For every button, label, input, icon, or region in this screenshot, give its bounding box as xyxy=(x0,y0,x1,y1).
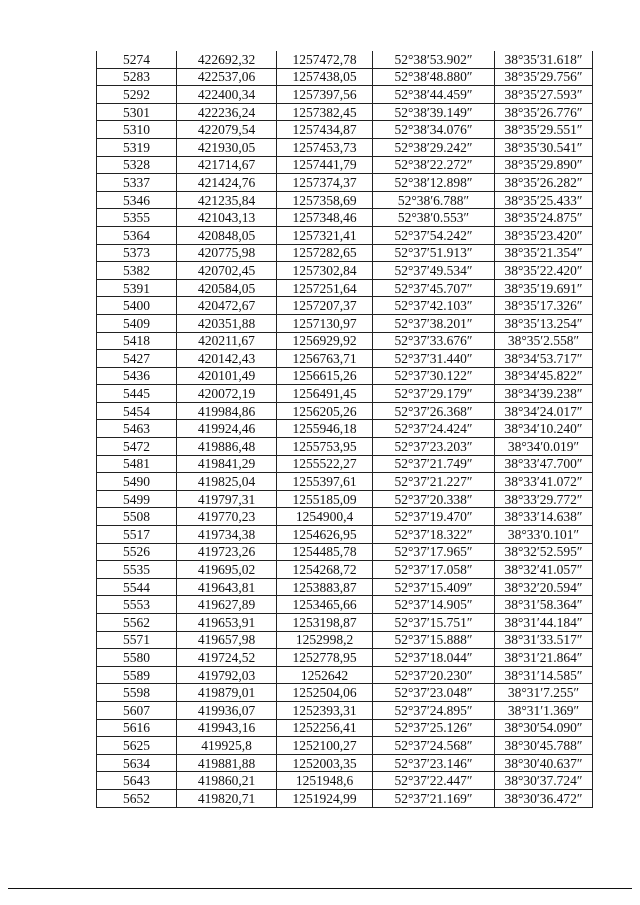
point-number-cell: 5436 xyxy=(97,367,177,385)
longitude-cell: 38°30′54.090″ xyxy=(495,719,593,737)
y-coordinate-cell: 1257441,79 xyxy=(277,156,373,174)
latitude-cell: 52°37′49.534″ xyxy=(373,262,495,280)
table-row xyxy=(97,719,593,737)
point-number-cell: 5319 xyxy=(97,138,177,156)
latitude-cell: 52°38′53.902″ xyxy=(373,51,495,68)
point-number-cell: 5283 xyxy=(97,68,177,86)
x-coordinate-cell: 420584,05 xyxy=(177,279,277,297)
longitude-cell: 38°35′2.558″ xyxy=(495,332,593,350)
table-row xyxy=(97,578,593,596)
table-row xyxy=(97,526,593,544)
latitude-cell: 52°37′33.676″ xyxy=(373,332,495,350)
x-coordinate-cell: 420702,45 xyxy=(177,262,277,280)
table-row xyxy=(97,596,593,614)
longitude-cell: 38°35′26.776″ xyxy=(495,103,593,121)
table-row xyxy=(97,649,593,667)
table-row xyxy=(97,226,593,244)
x-coordinate-cell: 419724,52 xyxy=(177,649,277,667)
table-row xyxy=(97,297,593,315)
y-coordinate-cell: 1257453,73 xyxy=(277,138,373,156)
longitude-cell: 38°30′37.724″ xyxy=(495,772,593,790)
longitude-cell: 38°35′27.593″ xyxy=(495,86,593,104)
x-coordinate-cell: 420072,19 xyxy=(177,385,277,403)
y-coordinate-cell: 1257434,87 xyxy=(277,121,373,139)
table-row xyxy=(97,385,593,403)
y-coordinate-cell: 1251948,6 xyxy=(277,772,373,790)
longitude-cell: 38°30′36.472″ xyxy=(495,789,593,807)
table-row xyxy=(97,350,593,368)
y-coordinate-cell: 1257251,64 xyxy=(277,279,373,297)
coordinates-table xyxy=(96,51,593,808)
x-coordinate-cell: 419879,01 xyxy=(177,684,277,702)
page-bottom-rule xyxy=(8,888,632,889)
latitude-cell: 52°37′23.203″ xyxy=(373,438,495,456)
table-row xyxy=(97,174,593,192)
latitude-cell: 52°37′18.044″ xyxy=(373,649,495,667)
latitude-cell: 52°38′22.272″ xyxy=(373,156,495,174)
point-number-cell: 5535 xyxy=(97,561,177,579)
longitude-cell: 38°33′14.638″ xyxy=(495,508,593,526)
x-coordinate-cell: 419695,02 xyxy=(177,561,277,579)
latitude-cell: 52°37′51.913″ xyxy=(373,244,495,262)
longitude-cell: 38°30′40.637″ xyxy=(495,754,593,772)
latitude-cell: 52°37′25.126″ xyxy=(373,719,495,737)
longitude-cell: 38°35′21.354″ xyxy=(495,244,593,262)
latitude-cell: 52°37′45.707″ xyxy=(373,279,495,297)
x-coordinate-cell: 420101,49 xyxy=(177,367,277,385)
y-coordinate-cell: 1255522,27 xyxy=(277,455,373,473)
x-coordinate-cell: 421424,76 xyxy=(177,174,277,192)
y-coordinate-cell: 1252642 xyxy=(277,666,373,684)
point-number-cell: 5607 xyxy=(97,701,177,719)
longitude-cell: 38°31′21.864″ xyxy=(495,649,593,667)
x-coordinate-cell: 420211,67 xyxy=(177,332,277,350)
point-number-cell: 5616 xyxy=(97,719,177,737)
longitude-cell: 38°35′19.691″ xyxy=(495,279,593,297)
point-number-cell: 5580 xyxy=(97,649,177,667)
latitude-cell: 52°37′42.103″ xyxy=(373,297,495,315)
point-number-cell: 5508 xyxy=(97,508,177,526)
y-coordinate-cell: 1257348,46 xyxy=(277,209,373,227)
longitude-cell: 38°32′20.594″ xyxy=(495,578,593,596)
point-number-cell: 5598 xyxy=(97,684,177,702)
table-row xyxy=(97,332,593,350)
x-coordinate-cell: 419734,38 xyxy=(177,526,277,544)
latitude-cell: 52°37′22.447″ xyxy=(373,772,495,790)
longitude-cell: 38°35′29.890″ xyxy=(495,156,593,174)
latitude-cell: 52°37′15.751″ xyxy=(373,614,495,632)
latitude-cell: 52°38′0.553″ xyxy=(373,209,495,227)
latitude-cell: 52°37′31.440″ xyxy=(373,350,495,368)
y-coordinate-cell: 1257282,65 xyxy=(277,244,373,262)
y-coordinate-cell: 1257472,78 xyxy=(277,51,373,68)
table-row xyxy=(97,51,593,68)
point-number-cell: 5652 xyxy=(97,789,177,807)
latitude-cell: 52°37′15.888″ xyxy=(373,631,495,649)
longitude-cell: 38°31′1.369″ xyxy=(495,701,593,719)
point-number-cell: 5409 xyxy=(97,314,177,332)
x-coordinate-cell: 419881,88 xyxy=(177,754,277,772)
table-row xyxy=(97,86,593,104)
y-coordinate-cell: 1256205,26 xyxy=(277,402,373,420)
latitude-cell: 52°37′24.895″ xyxy=(373,701,495,719)
x-coordinate-cell: 422400,34 xyxy=(177,86,277,104)
table-row xyxy=(97,314,593,332)
point-number-cell: 5463 xyxy=(97,420,177,438)
longitude-cell: 38°31′58.364″ xyxy=(495,596,593,614)
table-row xyxy=(97,684,593,702)
latitude-cell: 52°37′24.568″ xyxy=(373,737,495,755)
y-coordinate-cell: 1251924,99 xyxy=(277,789,373,807)
longitude-cell: 38°34′0.019″ xyxy=(495,438,593,456)
table-row xyxy=(97,455,593,473)
longitude-cell: 38°35′22.420″ xyxy=(495,262,593,280)
x-coordinate-cell: 419936,07 xyxy=(177,701,277,719)
y-coordinate-cell: 1257302,84 xyxy=(277,262,373,280)
longitude-cell: 38°35′31.618″ xyxy=(495,51,593,68)
latitude-cell: 52°37′15.409″ xyxy=(373,578,495,596)
x-coordinate-cell: 419643,81 xyxy=(177,578,277,596)
table-row xyxy=(97,614,593,632)
table-row xyxy=(97,473,593,491)
point-number-cell: 5427 xyxy=(97,350,177,368)
x-coordinate-cell: 419653,91 xyxy=(177,614,277,632)
point-number-cell: 5625 xyxy=(97,737,177,755)
longitude-cell: 38°33′47.700″ xyxy=(495,455,593,473)
longitude-cell: 38°34′24.017″ xyxy=(495,402,593,420)
y-coordinate-cell: 1257130,97 xyxy=(277,314,373,332)
x-coordinate-cell: 422537,06 xyxy=(177,68,277,86)
point-number-cell: 5643 xyxy=(97,772,177,790)
longitude-cell: 38°33′41.072″ xyxy=(495,473,593,491)
point-number-cell: 5373 xyxy=(97,244,177,262)
longitude-cell: 38°31′33.517″ xyxy=(495,631,593,649)
latitude-cell: 52°37′21.169″ xyxy=(373,789,495,807)
point-number-cell: 5391 xyxy=(97,279,177,297)
x-coordinate-cell: 419825,04 xyxy=(177,473,277,491)
table-row xyxy=(97,701,593,719)
x-coordinate-cell: 421714,67 xyxy=(177,156,277,174)
point-number-cell: 5418 xyxy=(97,332,177,350)
x-coordinate-cell: 420142,43 xyxy=(177,350,277,368)
table-row xyxy=(97,68,593,86)
longitude-cell: 38°31′7.255″ xyxy=(495,684,593,702)
y-coordinate-cell: 1255946,18 xyxy=(277,420,373,438)
y-coordinate-cell: 1257358,69 xyxy=(277,191,373,209)
point-number-cell: 5589 xyxy=(97,666,177,684)
latitude-cell: 52°37′17.058″ xyxy=(373,561,495,579)
y-coordinate-cell: 1255185,09 xyxy=(277,490,373,508)
longitude-cell: 38°35′17.326″ xyxy=(495,297,593,315)
x-coordinate-cell: 419943,16 xyxy=(177,719,277,737)
x-coordinate-cell: 419770,23 xyxy=(177,508,277,526)
longitude-cell: 38°34′39.238″ xyxy=(495,385,593,403)
point-number-cell: 5472 xyxy=(97,438,177,456)
longitude-cell: 38°31′44.184″ xyxy=(495,614,593,632)
table-row xyxy=(97,438,593,456)
table-row xyxy=(97,543,593,561)
point-number-cell: 5490 xyxy=(97,473,177,491)
x-coordinate-cell: 419924,46 xyxy=(177,420,277,438)
x-coordinate-cell: 421235,84 xyxy=(177,191,277,209)
table-row xyxy=(97,561,593,579)
x-coordinate-cell: 419820,71 xyxy=(177,789,277,807)
latitude-cell: 52°38′39.149″ xyxy=(373,103,495,121)
latitude-cell: 52°37′19.470″ xyxy=(373,508,495,526)
longitude-cell: 38°31′14.585″ xyxy=(495,666,593,684)
table-row xyxy=(97,737,593,755)
table-row xyxy=(97,279,593,297)
latitude-cell: 52°37′29.179″ xyxy=(373,385,495,403)
y-coordinate-cell: 1253883,87 xyxy=(277,578,373,596)
table-row xyxy=(97,508,593,526)
y-coordinate-cell: 1254485,78 xyxy=(277,543,373,561)
longitude-cell: 38°35′24.875″ xyxy=(495,209,593,227)
longitude-cell: 38°33′29.772″ xyxy=(495,490,593,508)
point-number-cell: 5400 xyxy=(97,297,177,315)
latitude-cell: 52°38′12.898″ xyxy=(373,174,495,192)
point-number-cell: 5517 xyxy=(97,526,177,544)
latitude-cell: 52°38′6.788″ xyxy=(373,191,495,209)
latitude-cell: 52°38′29.242″ xyxy=(373,138,495,156)
x-coordinate-cell: 421930,05 xyxy=(177,138,277,156)
table-row xyxy=(97,754,593,772)
longitude-cell: 38°35′26.282″ xyxy=(495,174,593,192)
point-number-cell: 5499 xyxy=(97,490,177,508)
x-coordinate-cell: 419627,89 xyxy=(177,596,277,614)
table-row xyxy=(97,402,593,420)
x-coordinate-cell: 419657,98 xyxy=(177,631,277,649)
y-coordinate-cell: 1252003,35 xyxy=(277,754,373,772)
point-number-cell: 5454 xyxy=(97,402,177,420)
longitude-cell: 38°35′30.541″ xyxy=(495,138,593,156)
point-number-cell: 5310 xyxy=(97,121,177,139)
point-number-cell: 5328 xyxy=(97,156,177,174)
table-row xyxy=(97,121,593,139)
y-coordinate-cell: 1257438,05 xyxy=(277,68,373,86)
y-coordinate-cell: 1257382,45 xyxy=(277,103,373,121)
x-coordinate-cell: 422079,54 xyxy=(177,121,277,139)
longitude-cell: 38°34′45.822″ xyxy=(495,367,593,385)
x-coordinate-cell: 420775,98 xyxy=(177,244,277,262)
latitude-cell: 52°37′21.227″ xyxy=(373,473,495,491)
point-number-cell: 5346 xyxy=(97,191,177,209)
latitude-cell: 52°37′30.122″ xyxy=(373,367,495,385)
point-number-cell: 5337 xyxy=(97,174,177,192)
y-coordinate-cell: 1257321,41 xyxy=(277,226,373,244)
latitude-cell: 52°37′26.368″ xyxy=(373,402,495,420)
table-row xyxy=(97,666,593,684)
y-coordinate-cell: 1256615,26 xyxy=(277,367,373,385)
y-coordinate-cell: 1254900,4 xyxy=(277,508,373,526)
x-coordinate-cell: 419925,8 xyxy=(177,737,277,755)
table-row xyxy=(97,262,593,280)
point-number-cell: 5481 xyxy=(97,455,177,473)
x-coordinate-cell: 419860,21 xyxy=(177,772,277,790)
latitude-cell: 52°37′17.965″ xyxy=(373,543,495,561)
point-number-cell: 5364 xyxy=(97,226,177,244)
point-number-cell: 5634 xyxy=(97,754,177,772)
table-row xyxy=(97,244,593,262)
x-coordinate-cell: 419723,26 xyxy=(177,543,277,561)
x-coordinate-cell: 419797,31 xyxy=(177,490,277,508)
latitude-cell: 52°37′18.322″ xyxy=(373,526,495,544)
longitude-cell: 38°35′23.420″ xyxy=(495,226,593,244)
table-row xyxy=(97,156,593,174)
point-number-cell: 5445 xyxy=(97,385,177,403)
point-number-cell: 5553 xyxy=(97,596,177,614)
longitude-cell: 38°35′29.551″ xyxy=(495,121,593,139)
y-coordinate-cell: 1252778,95 xyxy=(277,649,373,667)
longitude-cell: 38°34′53.717″ xyxy=(495,350,593,368)
y-coordinate-cell: 1256491,45 xyxy=(277,385,373,403)
longitude-cell: 38°30′45.788″ xyxy=(495,737,593,755)
longitude-cell: 38°33′0.101″ xyxy=(495,526,593,544)
y-coordinate-cell: 1252393,31 xyxy=(277,701,373,719)
longitude-cell: 38°35′25.433″ xyxy=(495,191,593,209)
table-row xyxy=(97,772,593,790)
point-number-cell: 5382 xyxy=(97,262,177,280)
table-row xyxy=(97,103,593,121)
latitude-cell: 52°37′24.424″ xyxy=(373,420,495,438)
y-coordinate-cell: 1254268,72 xyxy=(277,561,373,579)
y-coordinate-cell: 1255397,61 xyxy=(277,473,373,491)
point-number-cell: 5355 xyxy=(97,209,177,227)
x-coordinate-cell: 422692,32 xyxy=(177,51,277,68)
y-coordinate-cell: 1257207,37 xyxy=(277,297,373,315)
latitude-cell: 52°37′14.905″ xyxy=(373,596,495,614)
table-row xyxy=(97,138,593,156)
table-row xyxy=(97,420,593,438)
latitude-cell: 52°37′38.201″ xyxy=(373,314,495,332)
table-row xyxy=(97,490,593,508)
point-number-cell: 5301 xyxy=(97,103,177,121)
longitude-cell: 38°34′10.240″ xyxy=(495,420,593,438)
y-coordinate-cell: 1257397,56 xyxy=(277,86,373,104)
table-row xyxy=(97,367,593,385)
point-number-cell: 5571 xyxy=(97,631,177,649)
latitude-cell: 52°37′20.230″ xyxy=(373,666,495,684)
table-row xyxy=(97,631,593,649)
point-number-cell: 5562 xyxy=(97,614,177,632)
y-coordinate-cell: 1256929,92 xyxy=(277,332,373,350)
table-row xyxy=(97,209,593,227)
x-coordinate-cell: 420351,88 xyxy=(177,314,277,332)
latitude-cell: 52°38′44.459″ xyxy=(373,86,495,104)
x-coordinate-cell: 419841,29 xyxy=(177,455,277,473)
longitude-cell: 38°35′13.254″ xyxy=(495,314,593,332)
latitude-cell: 52°37′23.146″ xyxy=(373,754,495,772)
coordinates-table-body xyxy=(97,51,593,807)
latitude-cell: 52°37′54.242″ xyxy=(373,226,495,244)
point-number-cell: 5526 xyxy=(97,543,177,561)
latitude-cell: 52°38′48.880″ xyxy=(373,68,495,86)
y-coordinate-cell: 1255753,95 xyxy=(277,438,373,456)
y-coordinate-cell: 1252256,41 xyxy=(277,719,373,737)
y-coordinate-cell: 1254626,95 xyxy=(277,526,373,544)
x-coordinate-cell: 419792,03 xyxy=(177,666,277,684)
latitude-cell: 52°37′23.048″ xyxy=(373,684,495,702)
y-coordinate-cell: 1253198,87 xyxy=(277,614,373,632)
latitude-cell: 52°37′20.338″ xyxy=(373,490,495,508)
x-coordinate-cell: 422236,24 xyxy=(177,103,277,121)
y-coordinate-cell: 1252998,2 xyxy=(277,631,373,649)
x-coordinate-cell: 420472,67 xyxy=(177,297,277,315)
latitude-cell: 52°38′34.076″ xyxy=(373,121,495,139)
y-coordinate-cell: 1256763,71 xyxy=(277,350,373,368)
longitude-cell: 38°32′52.595″ xyxy=(495,543,593,561)
y-coordinate-cell: 1252504,06 xyxy=(277,684,373,702)
x-coordinate-cell: 421043,13 xyxy=(177,209,277,227)
y-coordinate-cell: 1253465,66 xyxy=(277,596,373,614)
longitude-cell: 38°32′41.057″ xyxy=(495,561,593,579)
x-coordinate-cell: 419984,86 xyxy=(177,402,277,420)
table-row xyxy=(97,789,593,807)
x-coordinate-cell: 420848,05 xyxy=(177,226,277,244)
point-number-cell: 5292 xyxy=(97,86,177,104)
y-coordinate-cell: 1252100,27 xyxy=(277,737,373,755)
x-coordinate-cell: 419886,48 xyxy=(177,438,277,456)
point-number-cell: 5274 xyxy=(97,51,177,68)
latitude-cell: 52°37′21.749″ xyxy=(373,455,495,473)
point-number-cell: 5544 xyxy=(97,578,177,596)
y-coordinate-cell: 1257374,37 xyxy=(277,174,373,192)
longitude-cell: 38°35′29.756″ xyxy=(495,68,593,86)
table-row xyxy=(97,191,593,209)
